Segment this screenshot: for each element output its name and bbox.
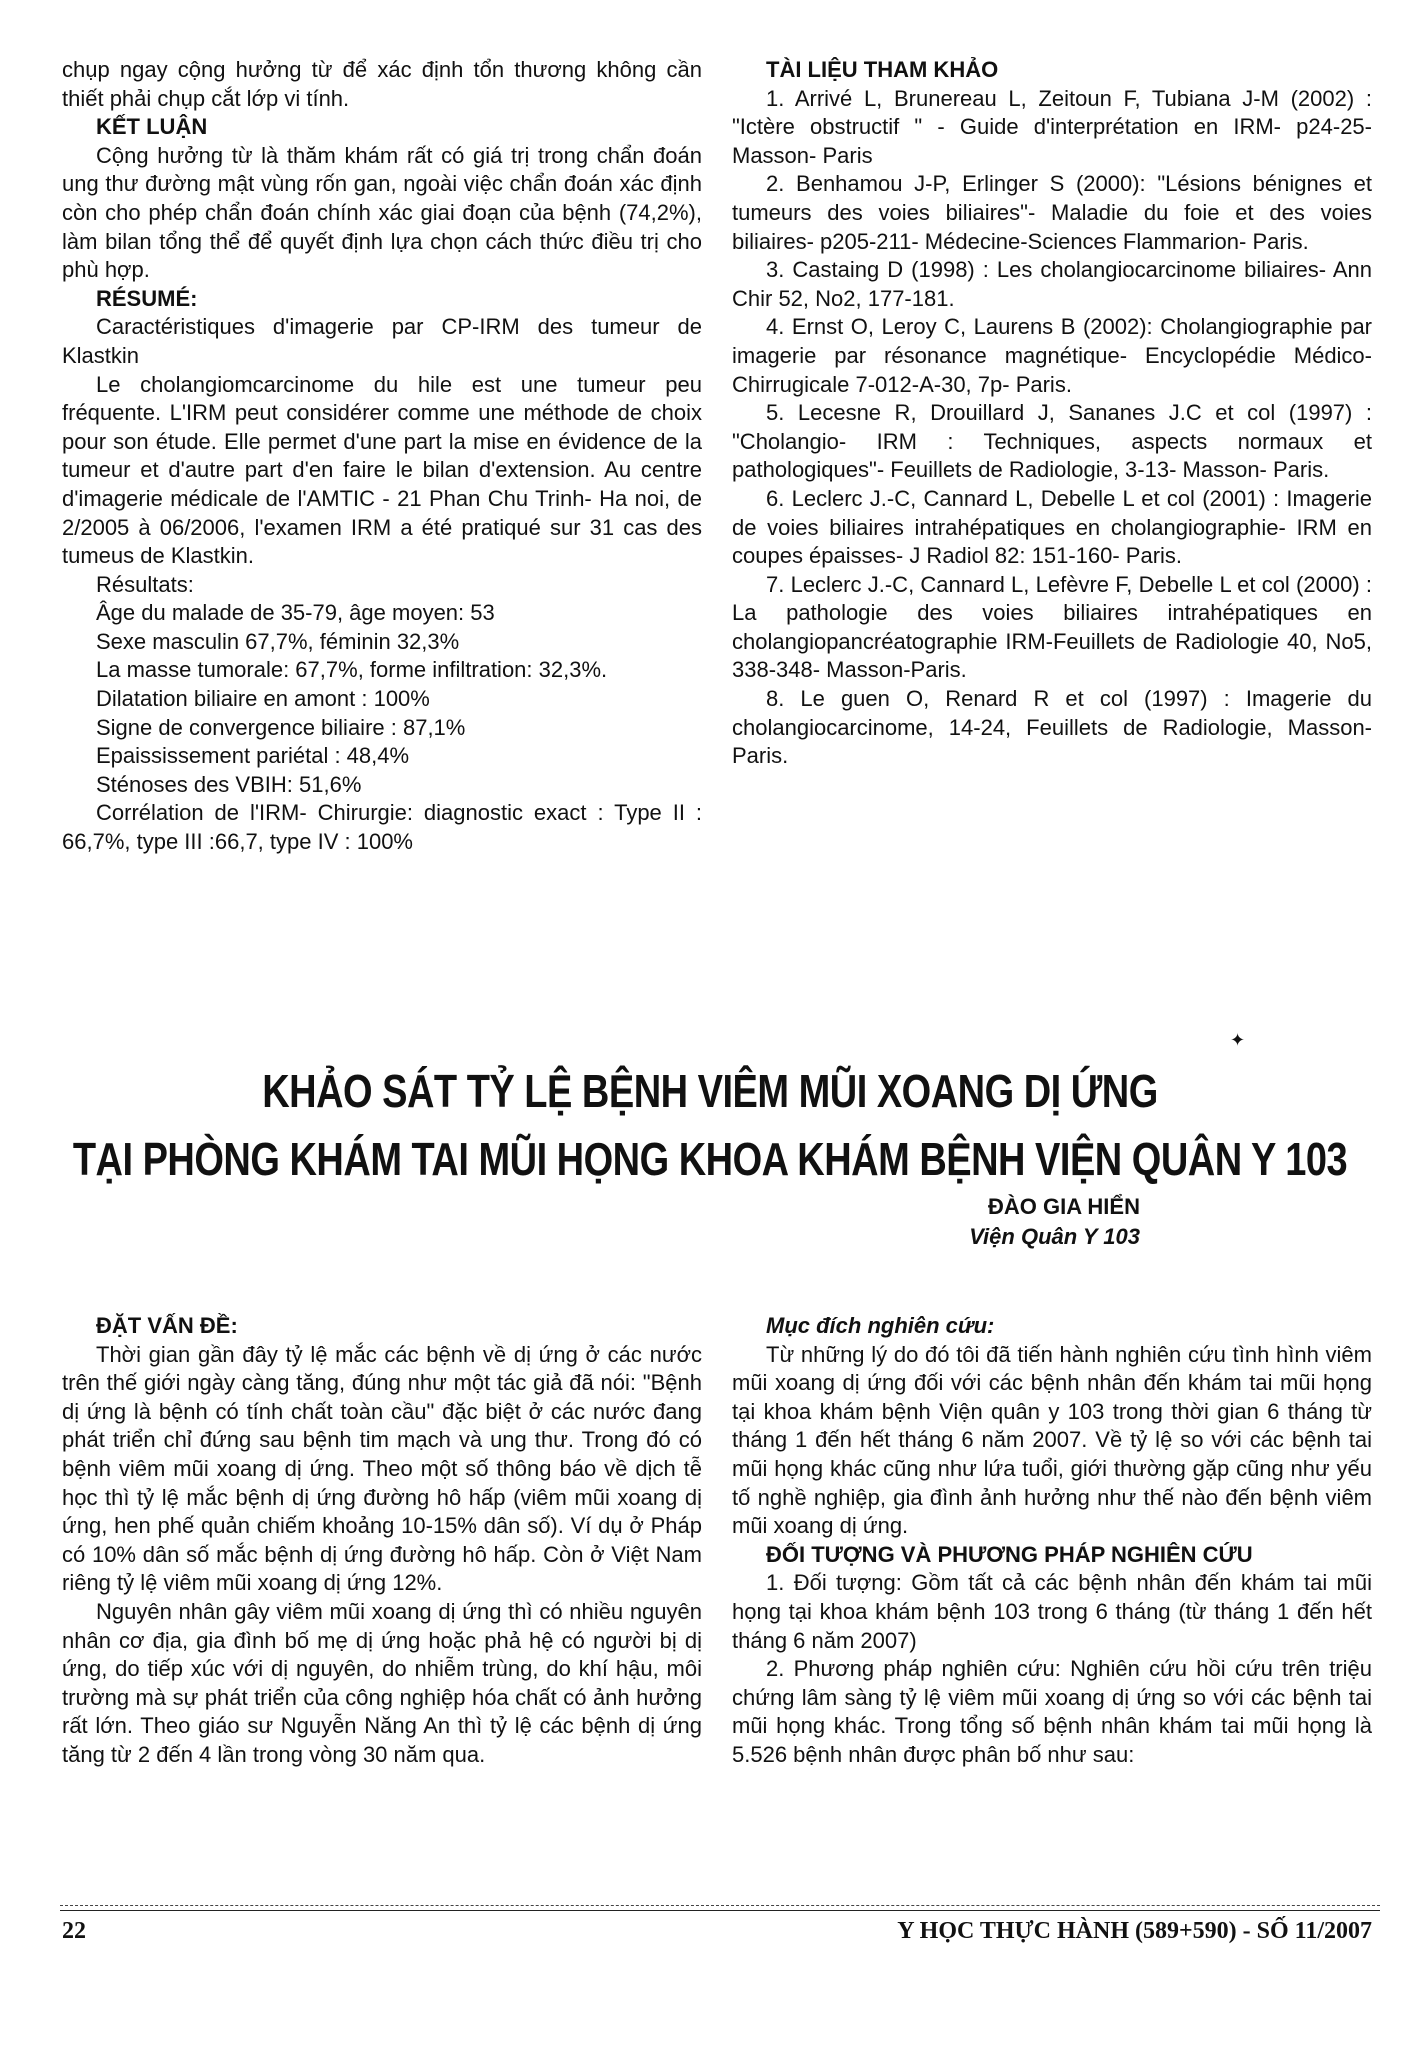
footer-divider-dashed — [60, 1905, 1380, 1906]
result-item: Âge du malade de 35-79, âge moyen: 53 — [96, 600, 495, 626]
article-title-line-2: TẠI PHÒNG KHÁM TAI MŨI HỌNG KHOA KHÁM BỆNH VIỆN QUÂN Y 103 — [72, 1134, 1348, 1187]
resume-paragraph: Le cholangiomcarcinome du hile est une tumeur peu fréquente. L'IRM peut considérer comme une méthode de choix pour son étude. Elle permet d'une part la mise en évidence de la tumeur et d'autre part d'en faire le bilan d'extension. Au centre d'imagerie médicale de l'AMTIC - 21 Phan Chu Trinh- Ha noi, de 2/2005 à 06/2006, l'examen IRM a été pratiqué sur 31 cas des tumeus de Klastkin. — [62, 371, 702, 569]
introduction-column — [62, 1312, 702, 1770]
references-column — [732, 56, 1372, 771]
article-title — [0, 1058, 1420, 1195]
ornament-icon: ✦ — [1230, 1030, 1246, 1050]
journal-footer: Y HỌC THỰC HÀNH (589+590) - SỐ 11/2007 — [897, 1918, 1372, 1944]
introduction-paragraph: Thời gian gần đây tỷ lệ mắc các bệnh về dị ứng ở các nước trên thế giới ngày càng tăng, đúng như một tác giả đã nói: "Bệnh dị ứng là bệnh có tính chất toàn cầu" đặc biệt ở các nước đang phát triển chỉ đứng sau bệnh tim mạch và ung thư. Trong đó có bệnh viêm mũi xoang dị ứng. Theo một số thông báo về dịch tễ học thì tỷ lệ mắc bệnh dị ứng đường hô hấp (viêm mũi xoang dị ứng, hen phế quản chiếm khoảng 10-15% dân số). Ví dụ ở Pháp có 10% dân số mắc bệnh dị ứng đường hô hấp. Còn ở Việt Nam riêng tỷ lệ viêm mũi xoang dị ứng 12%. — [62, 1341, 702, 1596]
conclusion-heading: KẾT LUẬN — [96, 114, 208, 140]
results-label: Résultats: — [96, 571, 194, 597]
reference-item: 2. Benhamou J-P, Erlinger S (2000): "Lésions bénignes et tumeurs des voies biliaires"- Maladie du foie et des voies biliaires- p205-211- Médecine-Sciences Flammarion- Paris. — [732, 171, 1372, 254]
reference-item: 6. Leclerc J.-C, Cannard L, Debelle L et col (2001) : Imagerie de voies biliaires intrahépatiques en cholangiographie- IRM en coupes épaisses- J Radiol 82: 151-160- Paris. — [732, 485, 1372, 569]
methods-paragraph: 2. Phương pháp nghiên cứu: Nghiên cứu hồi cứu trên triệu chứng lâm sàng tỷ lệ viêm mũi xoang dị ứng so với các bệnh tai mũi họng khác. Trong tổng số bệnh nhân khám tai mũi họng là 5.526 bệnh nhân được phân bố như sau: — [732, 1656, 1372, 1767]
continued-paragraph: chụp ngay cộng hưởng từ để xác định tổn thương không cần thiết phải chụp cắt lớp vi tính. — [62, 57, 702, 111]
reference-item: 1. Arrivé L, Brunereau L, Zeitoun F, Tubiana J-M (2002) : "Ictère obstructif " - Guide d'interprétation en IRM- p24-25- Masson- Paris — [732, 85, 1372, 168]
reference-item: 7. Leclerc J.-C, Cannard L, Lefèvre F, Debelle L et col (2000) : La pathologie des voies biliaires intrahépatiques en cholangiopancréatographie IRM-Feuillets de Radiologie 40, No5, 338-348- Masson-Paris. — [732, 571, 1372, 683]
reference-item: 3. Castaing D (1998) : Les cholangiocarcinome biliaires- Ann Chir 52, No2, 177-181. — [732, 257, 1372, 311]
result-item: La masse tumorale: 67,7%, forme infiltration: 32,3%. — [96, 657, 608, 683]
purpose-paragraph: Từ những lý do đó tôi đã tiến hành nghiên cứu tình hình viêm mũi xoang dị ứng đối với các bệnh nhân đến khám tai mũi họng tại khoa khám bệnh Viện quân y 103 trong thời gian 6 tháng từ tháng 1 đến hết tháng 6 năm 2007. Về tỷ lệ so với các bệnh tai mũi họng khác cũng như lứa tuổi, giới thường gặp cũng như yếu tố nghề nghiệp, gia đình ảnh hưởng như thế nào đến bệnh viêm mũi xoang dị ứng. — [732, 1341, 1372, 1539]
references-heading: TÀI LIỆU THAM KHẢO — [766, 57, 999, 82]
author-name: ĐÀO GIA HIỂN — [988, 1194, 1140, 1219]
resume-heading: RÉSUMÉ: — [96, 285, 198, 311]
conclusion-paragraph: Cộng hưởng từ là thăm khám rất có giá trị trong chẩn đoán ung thư đường mật vùng rốn gan, ngoài việc chẩn đoán xác định còn cho phép chẩn đoán chính xác giai đoạn của bệnh (74,2%), làm bilan tổng thể để quyết định lựa chọn cách thức điều trị cho phù hợp. — [62, 142, 702, 283]
methods-heading: ĐỐI TƯỢNG VÀ PHƯƠNG PHÁP NGHIÊN CỨU — [766, 1541, 1253, 1567]
article-title-line-1: KHẢO SÁT TỶ LỆ BỆNH VIÊM MŨI XOANG DỊ ỨNG — [262, 1066, 1158, 1118]
footer-divider — [60, 1910, 1380, 1911]
result-item: Dilatation biliaire en amont : 100% — [96, 686, 430, 712]
methods-paragraph: 1. Đối tượng: Gồm tất cả các bệnh nhân đến khám tai mũi họng tại khoa khám bệnh 103 trong 6 tháng (từ tháng 1 đến hết tháng 6 năm 2007) — [732, 1570, 1372, 1653]
page-number: 22 — [62, 1918, 86, 1944]
author-block — [800, 1192, 1140, 1252]
introduction-heading: ĐẶT VẤN ĐỀ: — [96, 1313, 238, 1338]
result-item: Epaississement pariétal : 48,4% — [96, 743, 410, 769]
result-item: Sténoses des VBIH: 51,6% — [96, 771, 362, 797]
reference-item: 8. Le guen O, Renard R et col (1997) : Imagerie du cholangiocarcinome, 14-24, Feuillets de Radiologie, Masson- Paris. — [732, 686, 1372, 769]
purpose-heading: Mục đích nghiên cứu: — [766, 1313, 995, 1338]
author-affiliation: Viện Quân Y 103 — [969, 1224, 1140, 1249]
reference-item: 4. Ernst O, Leroy C, Laurens B (2002): Cholangiographie par imagerie par résonance magnétique- Encyclopédie Médico- Chirrugicale 7-012-A-30, 7p- Paris. — [732, 314, 1372, 397]
introduction-paragraph: Nguyên nhân gây viêm mũi xoang dị ứng thì có nhiều nguyên nhân cơ địa, gia đình bố mẹ dị ứng hoặc phả hệ có người bị dị ứng, do tiếp xúc với dị nguyên, do nhiễm trùng, do khí hậu, môi trường mà sự phát triển của công nghiệp hóa chất có ảnh hưởng rất lớn. Theo giáo sư Nguyễn Năng An thì tỷ lệ các bệnh dị ứng tăng từ 2 đến 4 lần trong vòng 30 năm qua. — [62, 1598, 702, 1767]
resume-title: Caractéristiques d'imagerie par CP-IRM des tumeur de Klastkin — [62, 314, 702, 368]
reference-item: 5. Lecesne R, Drouillard J, Sananes J.C et col (1997) : "Cholangio- IRM : Techniques, aspects normaux et pathologiques"- Feuillets de Radiologie, 3-13- Masson- Paris. — [732, 400, 1372, 483]
result-item: Signe de convergence biliaire : 87,1% — [96, 714, 466, 740]
methods-column — [732, 1312, 1372, 1770]
conclusion-column — [62, 56, 702, 857]
result-item: Corrélation de l'IRM- Chirurgie: diagnostic exact : Type II : 66,7%, type III :66,7, type IV : 100% — [62, 800, 702, 855]
result-item: Sexe masculin 67,7%, féminin 32,3% — [96, 628, 460, 654]
